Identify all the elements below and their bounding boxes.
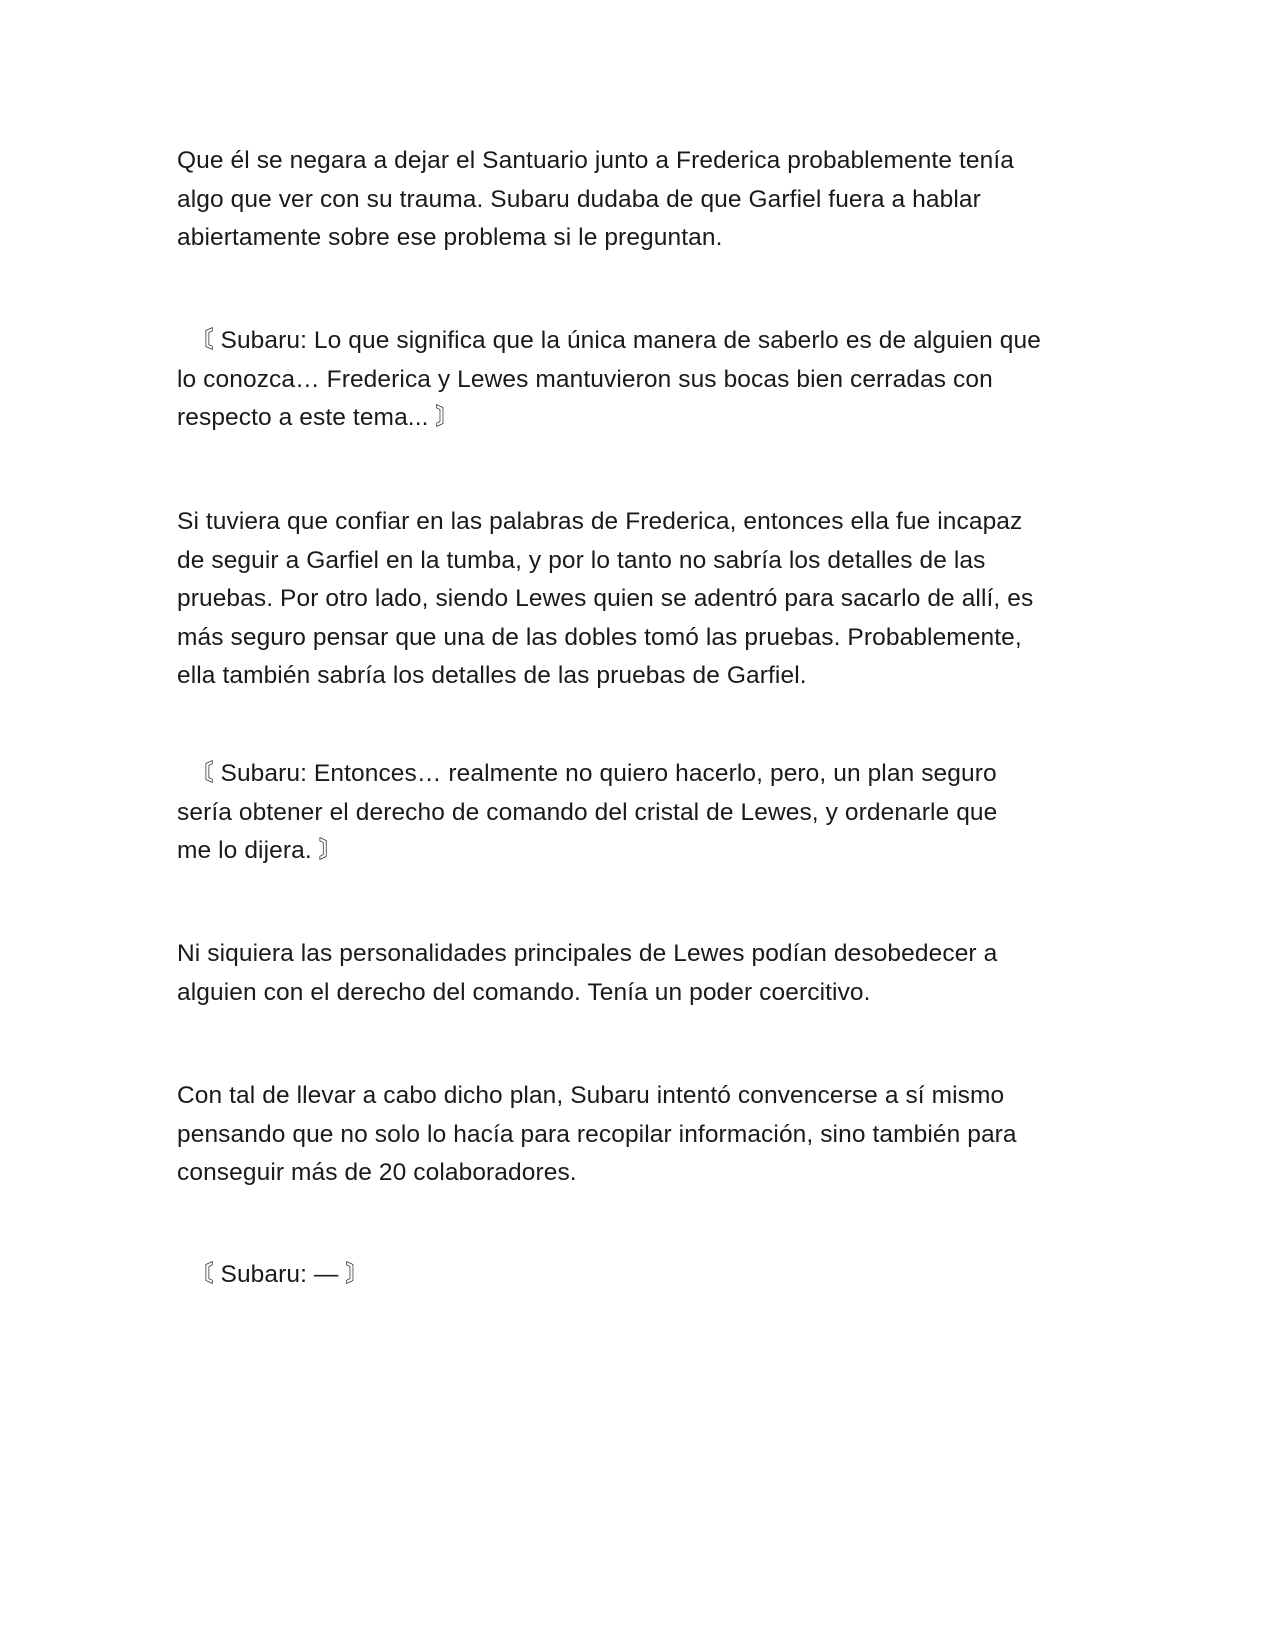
text-line: de seguir a Garfiel en la tumba, y por lo tanto no sabría los detalles de las xyxy=(177,546,986,574)
text-line: alguien con el derecho del comando. Tenía un poder coercitivo. xyxy=(177,978,871,1006)
paragraph-1 xyxy=(177,142,1107,258)
text-line: 〘 Subaru: Lo que significa que la única manera de saberlo es de alguien que xyxy=(189,327,1041,354)
text-line: más seguro pensar que una de las dobles tomó las pruebas. Probablemente, xyxy=(177,623,1022,651)
text-line: respecto a este tema... 〙 xyxy=(177,404,461,431)
text-line: algo que ver con su trauma. Subaru dudaba de que Garfiel fuera a hablar xyxy=(177,185,981,213)
text-line: Si tuviera que confiar en las palabras de Frederica, entonces ella fue incapaz xyxy=(177,508,1023,535)
text-line: me lo dijera. 〙 xyxy=(177,837,344,864)
paragraph-4-dialogue xyxy=(177,755,1107,871)
paragraph-7-dialogue xyxy=(177,1256,1107,1295)
text-line: 〘 Subaru: Entonces… realmente no quiero hacerlo, pero, un plan seguro xyxy=(189,760,997,787)
paragraph-5 xyxy=(177,935,1107,1012)
paragraph-6 xyxy=(177,1077,1107,1193)
text-line: sería obtener el derecho de comando del cristal de Lewes, y ordenarle que xyxy=(177,798,998,826)
text-line: Que él se negara a dejar el Santuario junto a Frederica probablemente tenía xyxy=(177,147,1014,174)
text-line: Ni siquiera las personalidades principales de Lewes podían desobedecer a xyxy=(177,940,998,967)
text-line: lo conozca… Frederica y Lewes mantuvieron sus bocas bien cerradas con xyxy=(177,365,993,393)
text-line: ella también sabría los detalles de las pruebas de Garfiel. xyxy=(177,662,807,689)
text-line: conseguir más de 20 colaboradores. xyxy=(177,1159,577,1186)
text-line: pruebas. Por otro lado, siendo Lewes quien se adentró para sacarlo de allí, es xyxy=(177,585,1034,612)
text-line: pensando que no solo lo hacía para recopilar información, sino también para xyxy=(177,1120,1017,1148)
paragraph-2-dialogue xyxy=(177,322,1107,438)
text-line: abiertamente sobre ese problema si le preguntan. xyxy=(177,224,723,251)
text-line: 〘 Subaru: — 〙 xyxy=(189,1261,371,1288)
text-line: Con tal de llevar a cabo dicho plan, Subaru intentó convencerse a sí mismo xyxy=(177,1082,1005,1109)
paragraph-3 xyxy=(177,503,1107,696)
